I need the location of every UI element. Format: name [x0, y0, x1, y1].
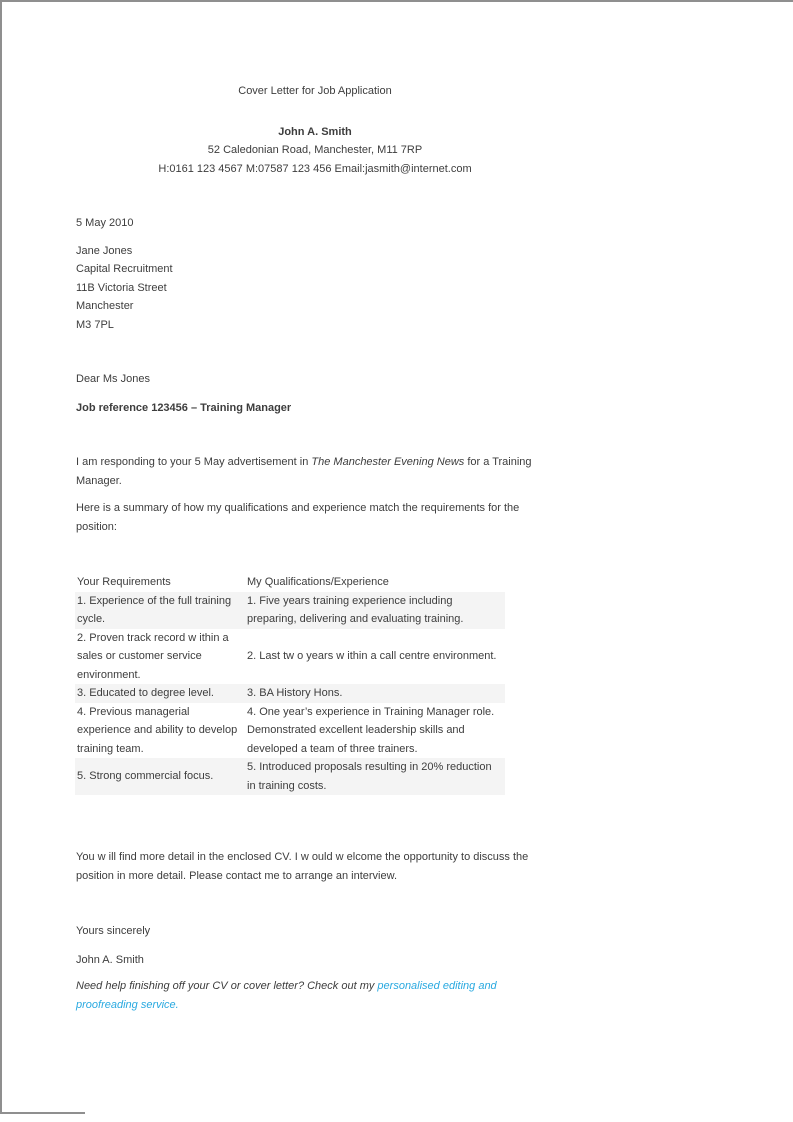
requirement-cell: 5. Strong commercial focus.: [77, 770, 214, 783]
table-row: [75, 629, 505, 685]
requirement-cell: 3. Educated to degree level.: [77, 687, 214, 699]
valediction: Yours sincerely: [76, 925, 151, 937]
requirement-cell: 1. Experience of the full training cycle.: [77, 594, 232, 625]
letter-content: [76, 0, 554, 1014]
footer-note: [76, 977, 554, 1014]
recipient-city: Manchester: [76, 300, 134, 312]
qualification-cell: 1. Five years training experience including preparing, delivering and evaluating training.: [247, 594, 464, 625]
qualification-cell: 4. One year’s experience in Training Manager role. Demonstrated excellent leadership skills and developed a team of three trainers.: [247, 705, 495, 755]
table-row: [75, 703, 505, 759]
recipient-name: Jane Jones: [76, 244, 133, 257]
qualification-cell: 3. BA History Hons.: [247, 687, 343, 699]
sender-contact: H:0161 123 4567 M:07587 123 456 Email:jasmith@internet.com: [158, 162, 472, 175]
table-row: [75, 684, 505, 703]
intro-paragraph: [76, 453, 554, 490]
table-row: [75, 592, 505, 629]
requirement-cell: 2. Proven track record w ithin a sales or customer service environment.: [77, 631, 229, 681]
qualification-cell: 5. Introduced proposals resulting in 20% reduction in training costs.: [247, 761, 492, 792]
closing-paragraph: You w ill find more detail in the enclosed CV. I w ould w elcome the opportunity to discuss the position in more detail. Please contact me to arrange an interview.: [76, 851, 529, 882]
page-border-bottom-segment: [0, 1112, 85, 1114]
document-title: Cover Letter for Job Application: [238, 85, 392, 97]
newspaper-name: The Manchester Evening News: [311, 456, 465, 468]
page-border-left: [0, 0, 2, 1114]
subject-line: Job reference 123456 – Training Manager: [76, 401, 292, 414]
column-header-qualifications: My Qualifications/Experience: [247, 576, 389, 588]
qualifications-table: [75, 573, 505, 795]
sender-block: [76, 123, 554, 179]
sender-name: John A. Smith: [278, 125, 352, 138]
table-header-row: [75, 573, 505, 592]
recipient-company: Capital Recruitment: [76, 263, 173, 275]
summary-line: Here is a summary of how my qualifications and experience match the requirements for the position:: [76, 502, 520, 533]
requirement-cell: 4. Previous managerial experience and ability to develop training team.: [77, 705, 238, 755]
recipient-postcode: M3 7PL: [76, 318, 114, 331]
intro-text-start: I am responding to your 5 May advertisement in: [76, 456, 312, 468]
sender-address: 52 Caledonian Road, Manchester, M11 7RP: [207, 144, 423, 156]
recipient-block: [76, 242, 554, 335]
proofreading-service-link[interactable]: personalised editing and proofreading service.: [76, 980, 497, 1011]
column-header-requirements: Your Requirements: [77, 576, 171, 588]
recipient-street: 11B Victoria Street: [76, 281, 167, 294]
signature-name: John A. Smith: [76, 953, 144, 966]
table-row: [75, 758, 505, 795]
qualification-cell: 2. Last tw o years w ithin a call centre environment.: [247, 650, 497, 662]
footer-prompt-text: Need help finishing off your CV or cover letter? Check out my: [76, 980, 378, 992]
salutation: Dear Ms Jones: [76, 373, 150, 385]
letter-date: 5 May 2010: [76, 217, 134, 229]
intro-text-end: for a Training Manager.: [76, 456, 532, 487]
